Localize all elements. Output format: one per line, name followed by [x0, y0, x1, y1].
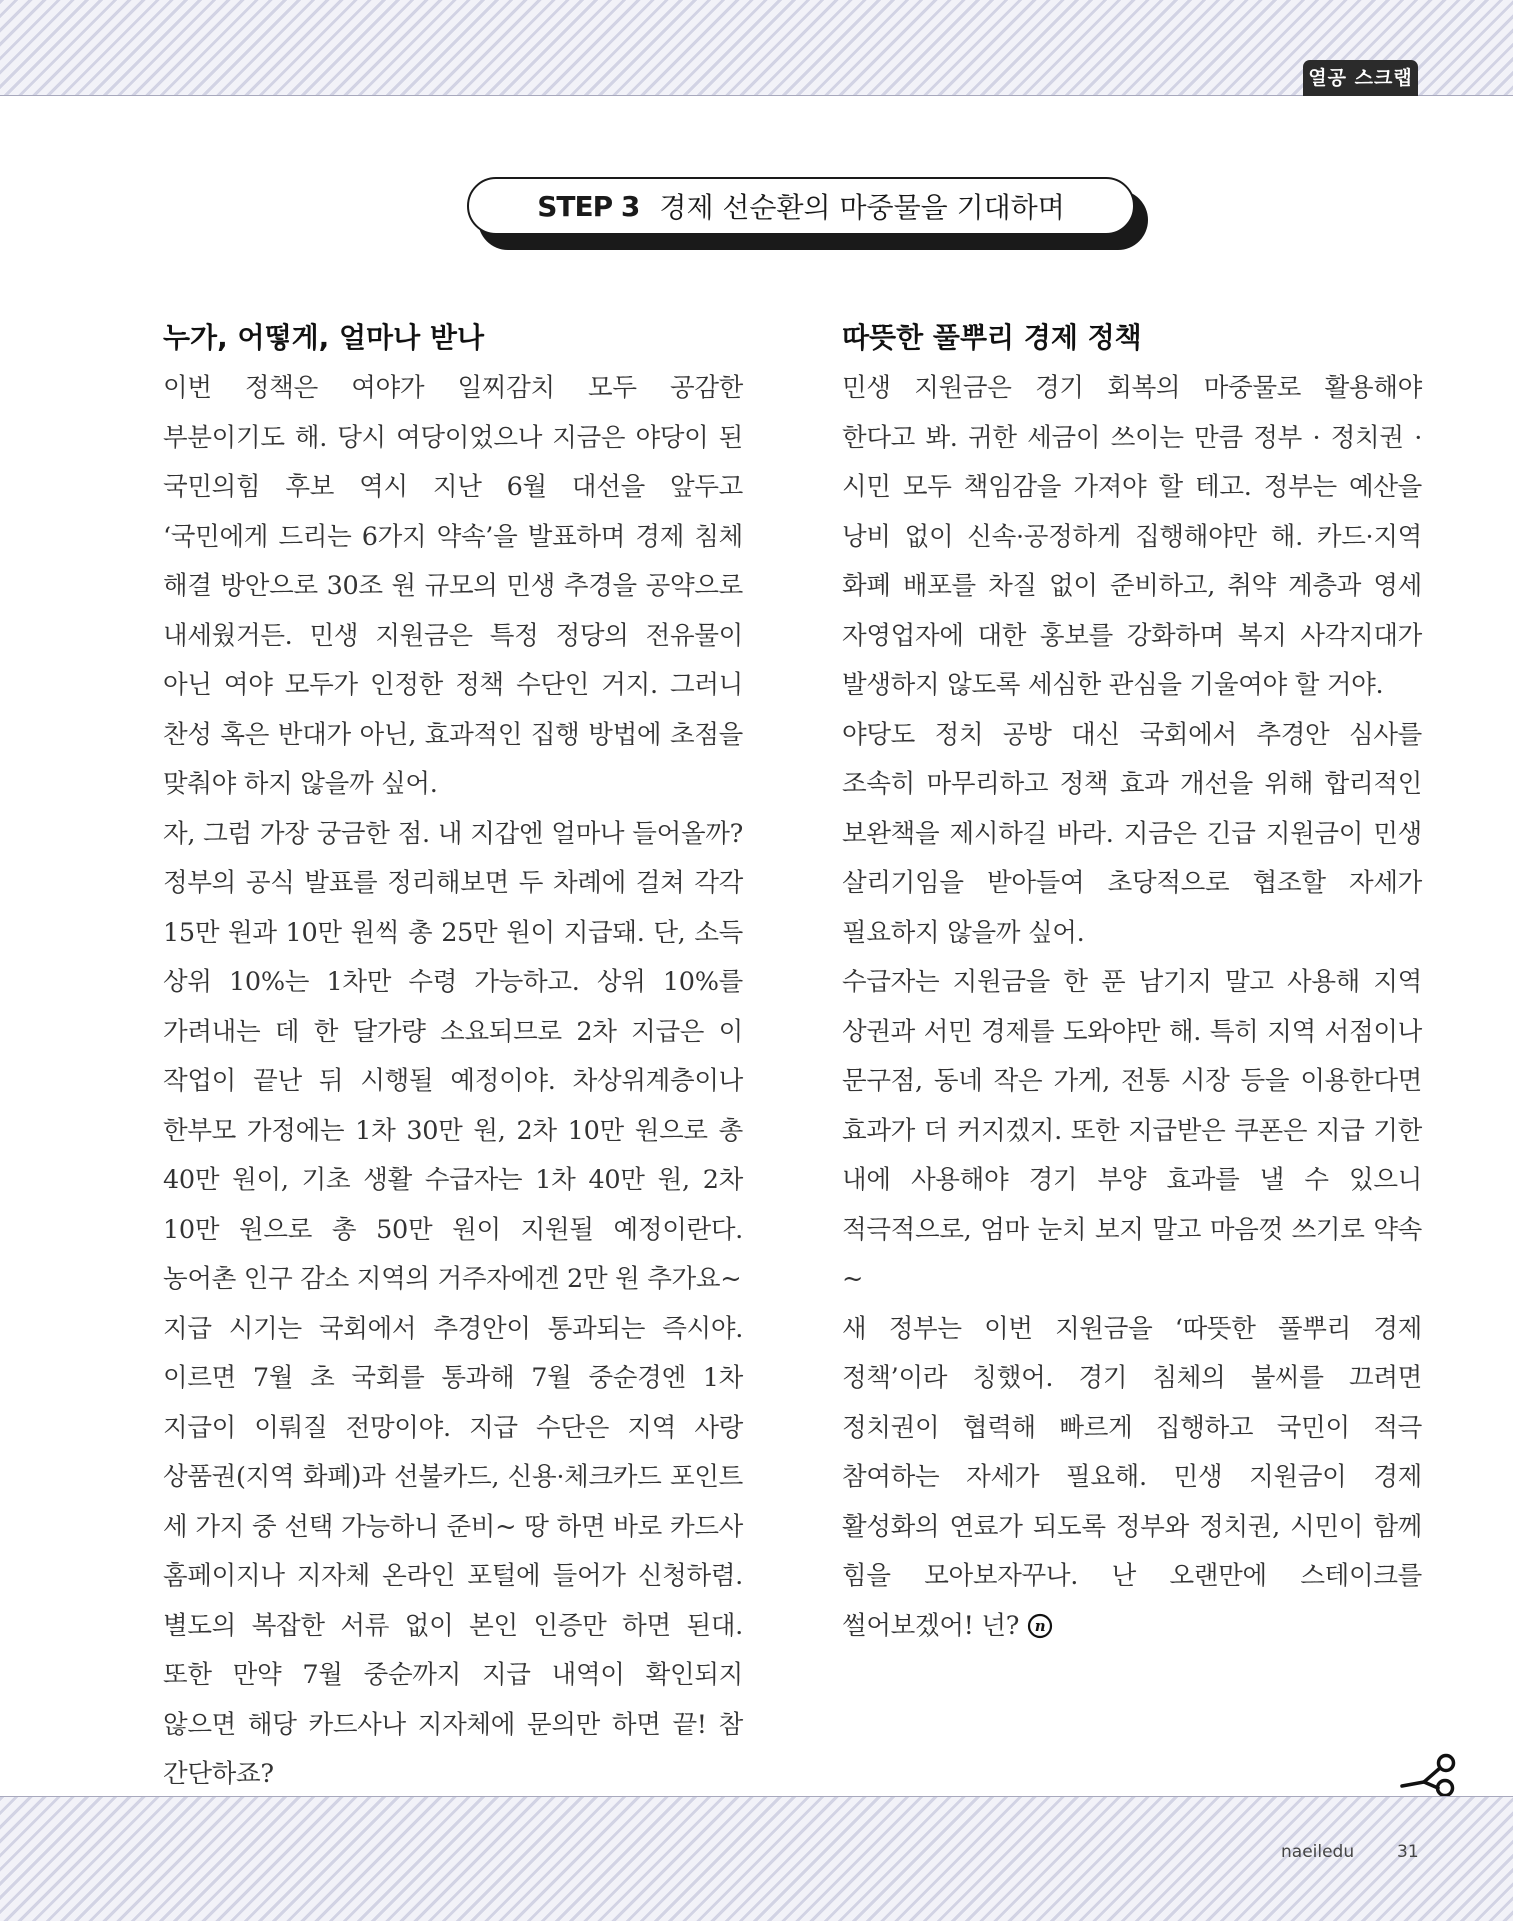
section-tag: 열공 스크랩: [1303, 60, 1418, 96]
top-stripe-band: [0, 0, 1513, 96]
paragraph: 지급 시기는 국회에서 추경안이 통과되는 즉시야. 이르면 7월 초 국회를 통과해 7월 중순경엔 1차 지급이 이뤄질 전망이야. 지급 수단은 지역 사랑 상품권(지역 화폐)과 선불카드, 신용·체크카드 포인트 세 가지 중 선택 가능하니 준비~ 땅 하면 바로 카드사 홈페이지나 지자체 온라인 포털에 들어가 신청하렴. 별도의 복잡한 서류 없이 본인 인증만 하면 된대. 또한 만약 7월 중순까지 지급 내역이 확인되지 않으면 해당 카드사나 지자체에 문의만 하면 끝! 참 간단하죠?: [163, 1313, 743, 1789]
page-number: 31: [1397, 1842, 1419, 1862]
paragraph: 야당도 정치 공방 대신 국회에서 추경안 심사를 조속히 마무리하고 정책 효과 개선을 위해 합리적인 보완책을 제시하길 바라. 지금은 긴급 지원금이 민생 살리기임을 받아들여 초당적으로 협조할 자세가 필요하지 않을까 싶어.: [842, 719, 1422, 948]
paragraph: [842, 1305, 1422, 1652]
step-title-box: [467, 177, 1135, 235]
end-mark-letter: n: [1034, 1616, 1046, 1635]
paragraph-text: 새 정부는 이번 지원금을 ‘따뜻한 풀뿌리 경제 정책’이라 칭했어. 경기 침체의 불씨를 끄려면 정치권이 협력해 빠르게 집행하고 국민이 적극 참여하는 자세가 필요해. 민생 지원금이 경제 활성화의 연료가 되도록 정부와 정치권, 시민이 함께 힘을 모아보자꾸나. 난 오랜만에 스테이크를 썰어보겠어! 넌?: [842, 1313, 1422, 1641]
paragraph: 수급자는 지원금을 한 푼 남기지 말고 사용해 지역 상권과 서민 경제를 도와야만 해. 특히 지역 서점이나 문구점, 동네 작은 가게, 전통 시장 등을 이용한다면 효과가 더 커지겠지. 또한 지급받은 쿠폰은 지급 기한 내에 사용해야 경기 부양 효과를 낼 수 있으니 적극적으로, 엄마 눈치 보지 말고 마음껏 쓰기로 약속~: [842, 967, 1422, 1294]
left-column-heading: 누가, 어떻게, 얼마나 받나: [163, 321, 484, 354]
end-mark-icon: [1027, 1613, 1053, 1639]
paragraph: 민생 지원금은 경기 회복의 마중물로 활용해야 한다고 봐. 귀한 세금이 쓰이는 만큼 정부 · 정치권 · 시민 모두 책임감을 가져야 할 테고. 정부는 예산을 낭비 없이 신속·공정하게 집행해야만 해. 카드·지역 화폐 배포를 차질 없이 준비하고, 취약 계층과 영세 자영업자에 대한 홍보를 강화하며 복지 사각지대가 발생하지 않도록 세심한 관심을 기울여야 할 거야.: [842, 373, 1422, 700]
step-number: STEP 3: [537, 189, 640, 223]
paragraph: 이번 정책은 여야가 일찌감치 모두 공감한 부분이기도 해. 당시 여당이었으나 지금은 야당이 된 국민의힘 후보 역시 지난 6월 대선을 앞두고 ‘국민에게 드리는 6가지 약속’을 발표하며 경제 침체 해결 방안으로 30조 원 규모의 민생 추경을 공약으로 내세웠거든. 민생 지원금은 특정 정당의 전유물이 아닌 여야 모두가 인정한 정책 수단인 거지. 그러니 찬성 혹은 반대가 아닌, 효과적인 집행 방법에 초점을 맞춰야 하지 않을까 싶어.: [163, 373, 743, 799]
paragraph: 자, 그럼 가장 궁금한 점. 내 지갑엔 얼마나 들어올까? 정부의 공식 발표를 정리해보면 두 차례에 걸쳐 각각 15만 원과 10만 원씩 총 25만 원이 지급돼. 단, 소득 상위 10%는 1차만 수령 가능하고. 상위 10%를 가려내는 데 한 달가량 소요되므로 2차 지급은 이 작업이 끝난 뒤 시행될 예정이야. 차상위계층이나 한부모 가정에는 1차 30만 원, 2차 10만 원으로 총 40만 원이, 기초 생활 수급자는 1차 40만 원, 2차 10만 원으로 총 50만 원이 지원될 예정이란다. 농어촌 인구 감소 지역의 거주자에겐 2만 원 추가요~: [163, 818, 743, 1294]
right-column-heading: 따뜻한 풀뿌리 경제 정책: [842, 321, 1142, 354]
scissors-icon: [1400, 1752, 1460, 1796]
left-column: [163, 312, 743, 1800]
footer-brand: naeiledu: [1281, 1842, 1355, 1862]
right-column: [842, 312, 1422, 1651]
step-title: 경제 선순환의 마중물을 기대하며: [659, 191, 1065, 224]
